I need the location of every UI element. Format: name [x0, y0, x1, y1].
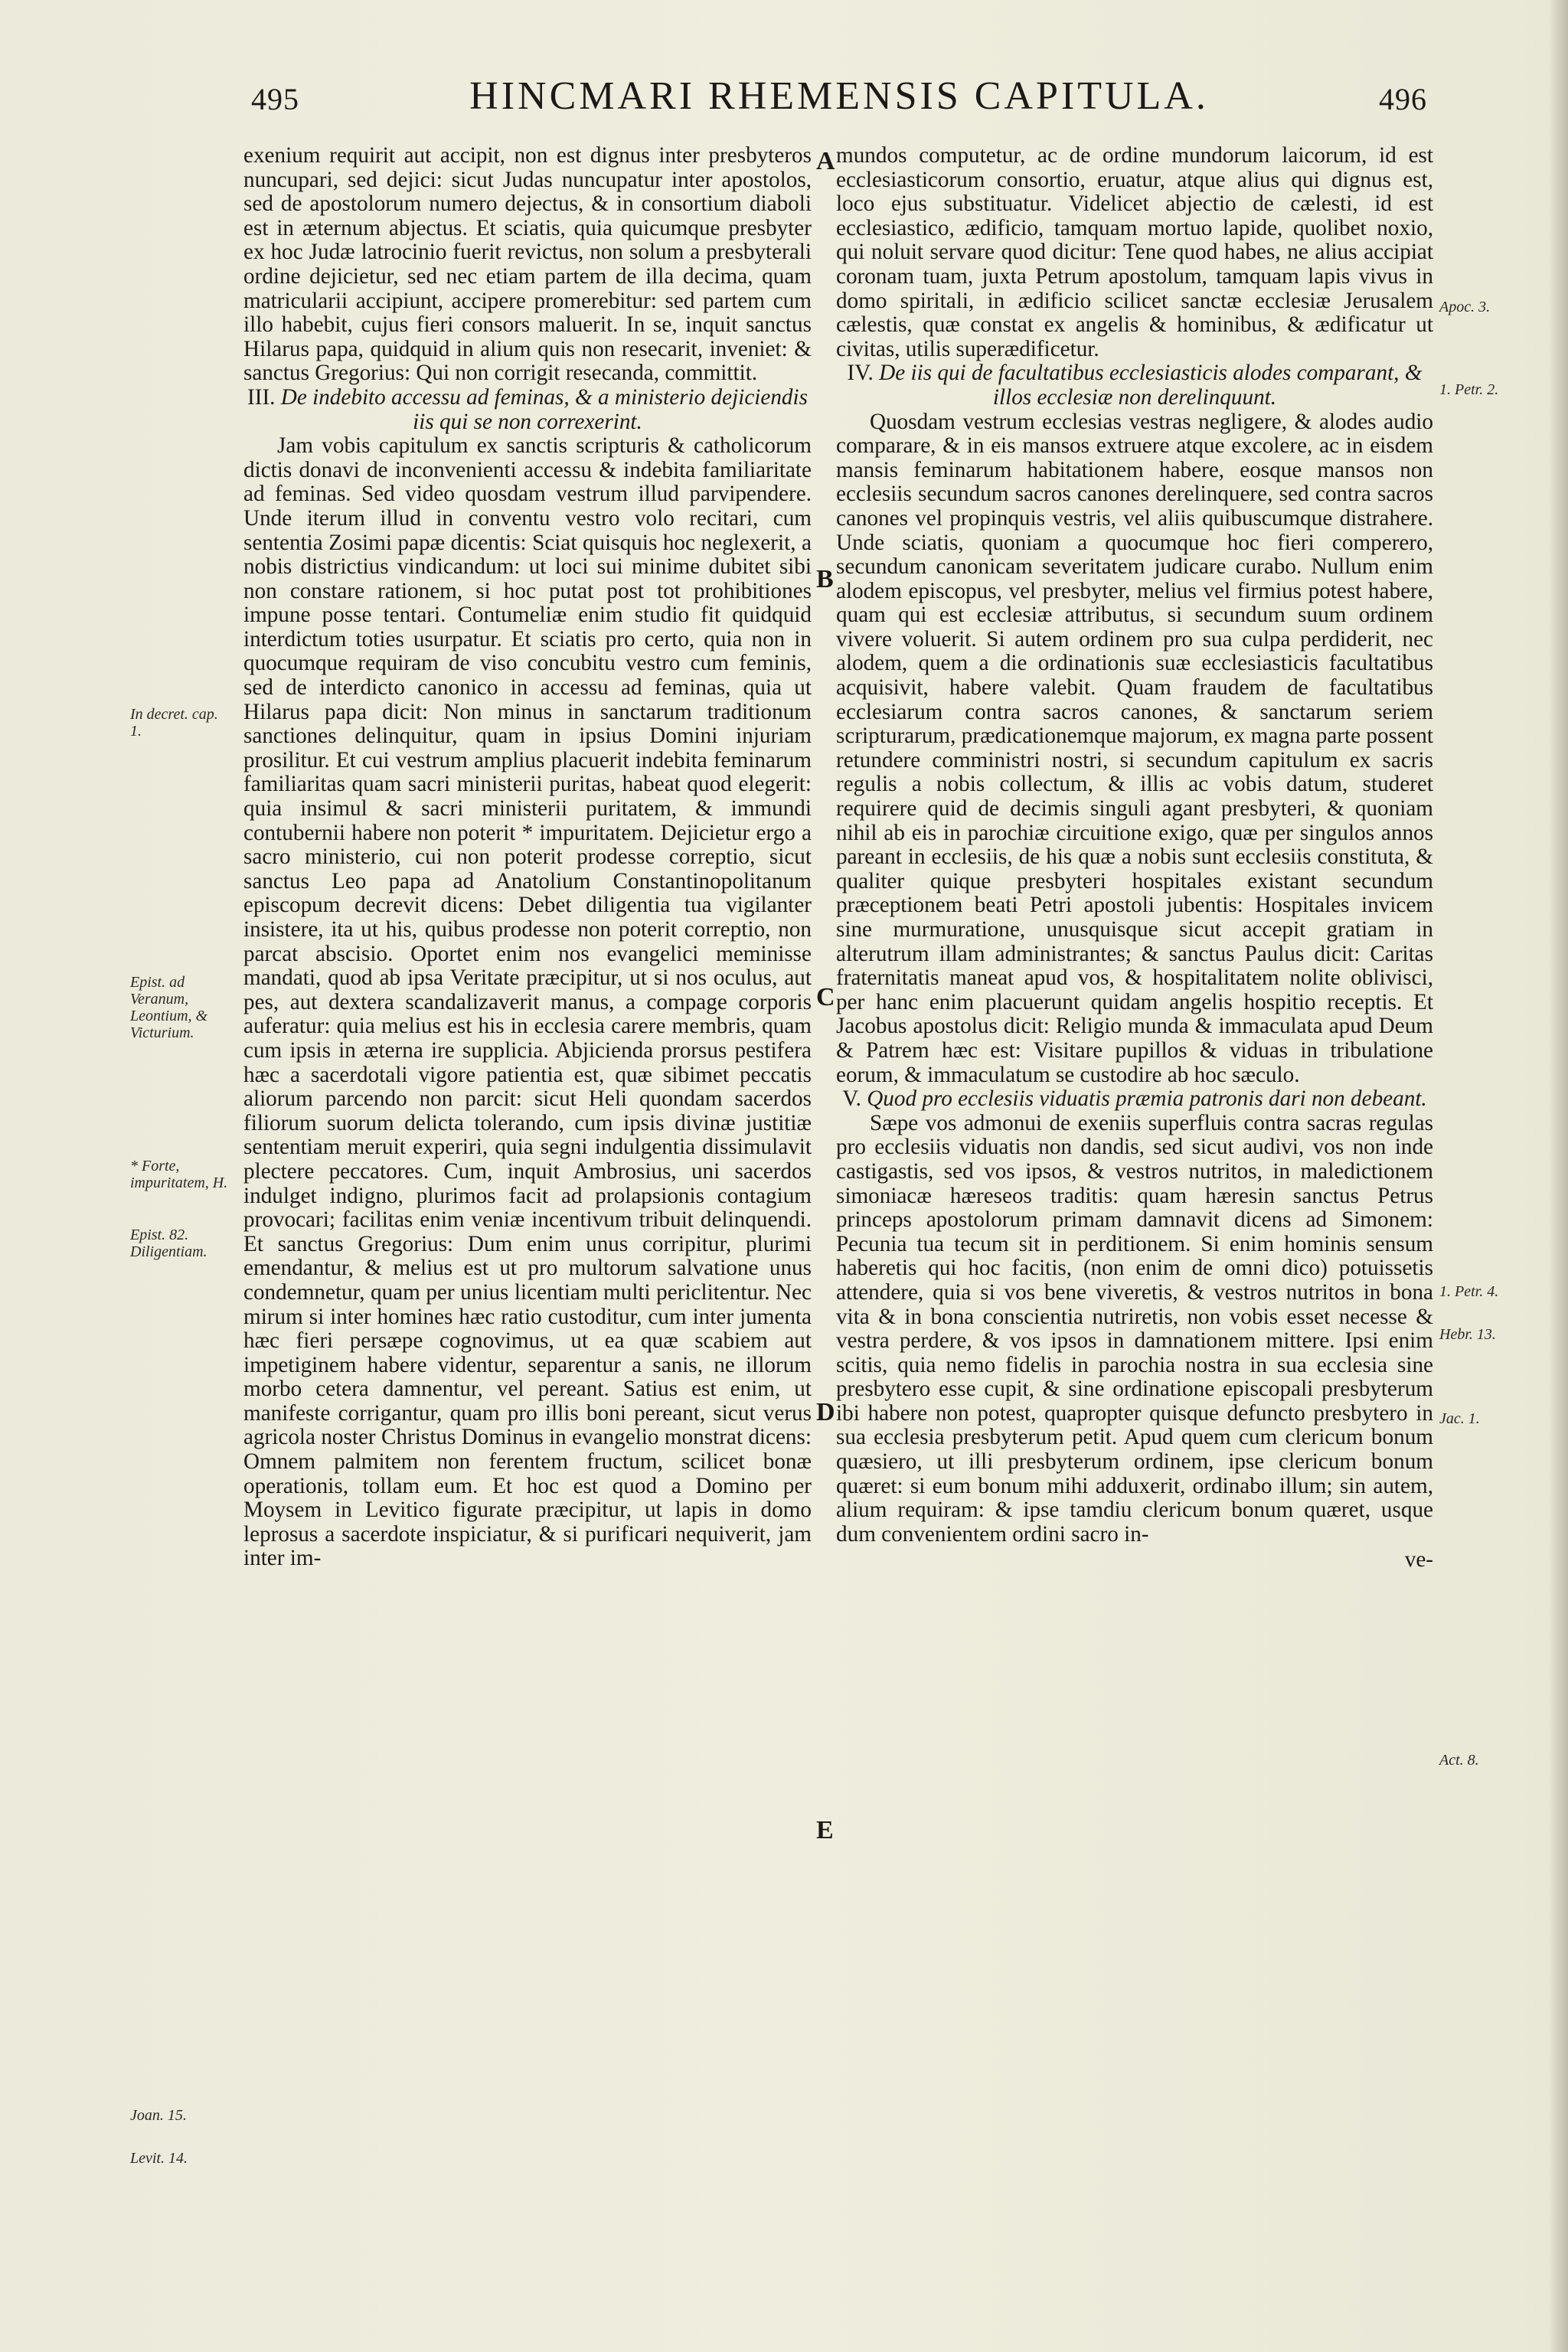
paragraph-iii: Jam vobis capitulum ex sanctis scripturis & catholicorum dictis donavi de inconvenienti accessu & indebita familiaritate ad feminas. Sed video quosdam vestrum illud parvipendere. Unde iterum illud in conventu vestro volo recitari, cum sententia Zosimi papæ dicentis: Sciat quisquis hoc neglexerit, a nobis districtius vindicandum: ut loci sui minime dubitet sibi non constare rationem, si hoc putat post tot prohibitiones impune posse tentari. Contumeliæ enim studio fit quidquid interdictum toties usurpatur. Et sciatis pro certo, quia non in quocumque requiram de viso concubitu vestro cum feminis, sed de interdicto canonico in accessu ad feminas, quia ut Hilarus papa dicit: Non minus in sanctarum traditionum sanctiones delinquitur, quam in ipsius Domini injuriam prosilitur. Et cui vestrum amplius placuerit indebita feminarum familiaritas quam sacri ministerii puritas, habeat quod elegerit: quia insimul & sacri ministerii puritatem, & immundi contubernii habere non poterit * impuritatem. Dejicietur ergo a sacro ministerio, cui non poterit prodesse correptio, sicut sanctus Leo papa ad Anatolium Constantinopolitanum episcopum decrevit dicens: Debet diligentia tua vigilanter insistere, ita ut his, quibus prodesse non poterit correptio, non parcat abscisio. Oportet enim nos evangelici meminisse mandati, quod ab ipsa Veritate præcipitur, ut si nos oculus, aut pes, aut dextera scandalizaverit manus, a compage corporis auferatur: quia melius est his in ecclesia carere membris, quam cum ipsis in æterna ire supplicia. Abjicienda prorsus pestifera hæc a sacerdotali vigore patientia est, quæ sibimet peccatis aliorum parcendo non parcit: sicut Heli quondam sacerdos filiorum suorum delicta tolerando, cum ipsis divinæ justitiæ sententiam meruit experiri, quia segni indulgentia dissimulavit plectere peccatores. Cum, inquit Ambrosius, uni sacerdos indulget indigno, plurimos facit ad prolapsionis contagium provocari; facilitas enim veniæ incentivum tribuit delinquendi. Et sanctus Gregorius: Dum enim unus corripitur, plurimi emendantur, & melius est ut pro multorum salvatione unus condemnetur, quam per unius licentiam multi periclitentur. Nec mirum si inter homines hæc ratio custoditur, cum inter jumenta hæc fieri persæpe cognovimus, ut ea quæ scabiem aut impetiginem habere videntur, separentur a sanis, ne illorum morbo cetera damnentur, vel pereant. Satius est enim, ut manifeste corrigantur, quam pro illis boni pereant, sicut verus agricola noster Christus Dominus in evangelio monstrat dicens: Omnem palmitem non ferentem fructum, scilicet bonæ operationis, tollam eum. Et hoc est quod a Domino per Moysem in Levitico figurate præcipitur, ut lapis in domo leprosus a sacerdote inspiciatur, & si purificari nequiverit, jam inter im- [243, 433, 812, 1571]
margin-note: 1. Petr. 2. [1439, 381, 1499, 398]
margin-note: Jac. 1. [1439, 1410, 1480, 1427]
margin-note: Hebr. 13. [1439, 1326, 1496, 1343]
left-column [243, 144, 812, 1571]
margin-note: In decret. cap. 1. [130, 706, 218, 740]
section-letter-a: A [816, 147, 835, 175]
running-header [250, 74, 1429, 136]
paragraph-continuation: exenium requirit aut accipit, non est dignus inter presbyteros nuncupari, sed dejici: sicut Judas nuncupatur inter apostolos, sed de apostolorum numero dejectus, & in consortium diaboli est in æternum abjectus. Et sciatis, quia quicumque presbyter ex hoc Judæ latrocinio fuerit revictus, non solum a presbyterali ordine dejicietur, sed nec etiam partem de illa decima, quam matricularii accipiunt, accipere promerebitur: sed partem cum illo habebit, cujus fieri consors maluerit. In se, inquit sanctus Hilarus papa, quidquid in alium quis non resecarit, inveniet: & sanctus Gregorius: Qui non corrigit resecanda, committit. [243, 143, 812, 386]
section-letter-d: D [816, 1398, 835, 1426]
section-title: De indebito accessu ad feminas, & a ministerio dejiciendis iis qui se non correxerint. [280, 384, 808, 434]
margin-note: Levit. 14. [130, 2150, 188, 2167]
folio-left: 495 [251, 82, 299, 116]
catchword: ve- [1404, 1547, 1433, 1573]
right-column [836, 144, 1433, 1573]
section-number: IV. [847, 361, 874, 386]
margin-note: 1. Petr. 4. [1439, 1283, 1499, 1300]
section-heading-iii [243, 386, 812, 434]
margin-note: Act. 8. [1439, 1752, 1479, 1769]
section-number: III. [247, 384, 276, 410]
margin-note: * Forte, impuritatem, H. [130, 1158, 228, 1191]
paragraph-iv: Quosdam vestrum ecclesias vestras negligere, & alodes audio comparare, & in eis mansos extruere atque excolere, ac in eisdem mansis feminarum habitationem habere, eosque mansos non ecclesiis secundum sacros canones derelinquere, sed contra sacros canones vel propinquis vestris, vel aliis quibuscumque distrahere. Unde sciatis, quoniam a quocumque hoc fieri comperero, secundum canonicam severitatem judicare curabo. Nullum enim alodem episcopus, vel presbyter, melius vel firmius potest habere, quam qui est ecclesiæ attributus, si secundum suum ordinem vivere voluerit. Si autem ordinem pro sua culpa perdiderit, nec alodem, quem a die ordinationis suæ ecclesiasticis facultatibus acquisivit, habere valebit. Quam fraudem de facultatibus ecclesiarum contra sacros canones, & sanctarum seriem scripturarum, prædicationemque majorum, ex magna parte possent retundere comministri nostri, si secundum capitulum ex sacris regulis a nobis collectum, & illis ac vobis datum, studeret requirere quid de decimis singuli agant presbyteri, & quoniam nihil ab eis in parochiæ circuitione exigo, quæ per singulos annos pareant in ecclesiis, de his quæ a nobis sunt ecclesiis constituta, & qualiter quique presbyteri hospitales existant secundum præceptionem beati Petri apostoli jubentis: Hospitales invicem sine murmuratione, unusquisque sicut accepit gratiam in alterutrum illam administrantes; & sanctus Paulus dicit: Caritas fraternitatis maneat apud vos, & hospitalitatem nolite oblivisci, per hanc enim placuerunt quidam angelis hospitio receptis. Et Jacobus apostolus dicit: Religio munda & immaculata apud Deum & Patrem hæc est: Visitare pupillos & viduas in tribulatione eorum, & immaculatum se custodire ab hoc sæculo. [836, 409, 1433, 1087]
margin-note: Epist. ad Veranum, Leontium, & Victurium. [130, 974, 208, 1041]
margin-note: Epist. 82. Diligentiam. [130, 1227, 207, 1260]
section-heading-v [836, 1087, 1433, 1112]
section-letter-e: E [816, 1816, 834, 1844]
paragraph-continuation: mundos computetur, ac de ordine mundorum laicorum, id est ecclesiasticorum consortio, eruatur, atque alius qui dignus est, loco ejus substituatur. Videlicet abjectio de cælesti, id est ecclesiastico, ædificio, tamquam mortuo lapide, quolibet noxio, qui noluit servare quod dicitur: Tene quod habes, ne alius accipiat coronam tuam, juxta Petrum apostolum, tamquam lapis vivus in domo spiritali, in ædificio scilicet sanctæ ecclesiæ Jerusalem cælestis, quæ constat ex angelis & hominibus, & ædificatur ut civitas, utilis superædificetur. [836, 143, 1433, 361]
margin-note: Joan. 15. [130, 2107, 187, 2124]
section-letter-b: B [816, 565, 834, 593]
section-title: De iis qui de facultatibus ecclesiasticis alodes comparant, & illos ecclesiæ non derelinquunt. [879, 361, 1423, 410]
section-heading-iv [836, 361, 1433, 410]
section-number: V. [842, 1086, 861, 1112]
running-title: HINCMARI RHEMENSIS CAPITULA. [469, 74, 1209, 118]
section-letter-c: C [816, 983, 835, 1011]
page-edge-shadow [1548, 0, 1568, 2352]
margin-note: Apoc. 3. [1439, 299, 1491, 315]
paragraph-v: Sæpe vos admonui de exeniis superfluis contra sacras regulas pro ecclesiis viduatis non dandis, sed sicut audivi, vos non inde castigastis, sed vos ipsos, & vestros nutritos, in maledictionem simoniacæ hæreseos traditis: quam hæresin sanctus Petrus princeps apostolorum primam damnavit dicens ad Simonem: Pecunia tua tecum sit in perditionem. Si enim hominis sensum haberetis qui hoc facitis, (non enim de omni dico) potuissetis attendere, quia si vos bene viveretis, & vestros nutritos in bona vita & in bona conscientia nutriretis, non vobis esset necesse & vestra perdere, & vos ipsos in damnationem mittere. Ipsi enim scitis, quia nemo fidelis in parochia nostra in sua ecclesia sine presbytero esse cupit, & sine ordinatione episcopali presbyterum ibi habere non potest, quapropter quisque defuncto presbytero in sua ecclesia presbyterum petit. Apud quem cum clericum bonum quæsiero, ut illi presbyterum ordinem, ipse clericum bonum quæret: si eum bonum mihi adduxerit, ordinabo illum; sin autem, alium requiram: & ipse tamdiu clericum bonum quæret, usque dum convenientem ordini sacro in- [836, 1110, 1433, 1547]
section-title: Quod pro ecclesiis viduatis præmia patronis dari non debeant. [867, 1086, 1427, 1112]
folio-right: 496 [1379, 82, 1427, 116]
